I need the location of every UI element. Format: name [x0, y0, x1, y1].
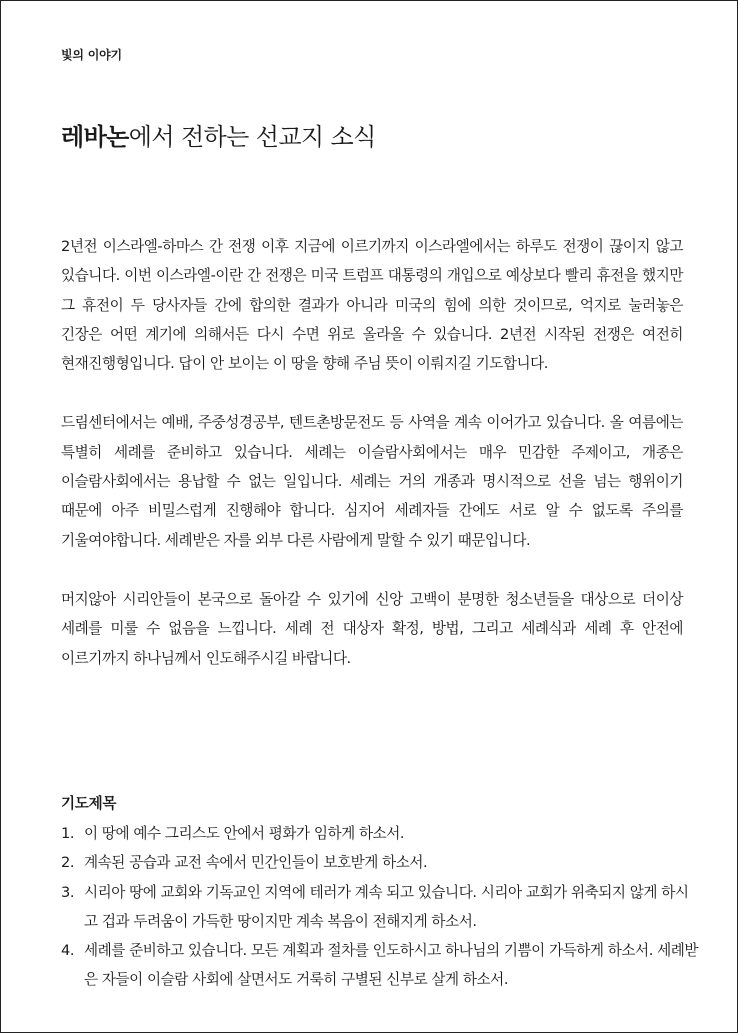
- paragraph-3: 머지않아 시리안들이 본국으로 돌아갈 수 있기에 신앙 고백이 분명한 청소년들을 대상으로 더이상 세례를 미룰 수 없음을 느낍니다. 세례 전 대상자 확정, 방법, 그리고 세례식과 세례 후 안전에 이르기까지 하나님께서 인도해주시길 바랍니다.: [61, 590, 683, 667]
- article-title: [61, 120, 376, 154]
- prayer-item-number: 2.: [61, 854, 75, 872]
- prayer-item-text: 시리아 땅에 교회와 기독교인 지역에 테러가 계속 되고 있습니다. 시리아 교회가 위축되지 않게 하시고 겁과 두려움이 가득한 땅이지만 계속 복음이 전해지게 하소서.: [84, 883, 689, 930]
- list-item: [61, 878, 701, 937]
- prayer-item-text: 이 땅에 예수 그리스도 안에서 평화가 임하게 하소서.: [84, 825, 405, 842]
- prayer-section: [61, 792, 701, 995]
- article-title-rest: 에서 전하는 선교지 소식: [128, 123, 376, 151]
- prayer-item-number: 1.: [61, 825, 75, 842]
- paragraph-2: 드림센터에서는 예배, 주중성경공부, 텐트촌방문전도 등 사역을 계속 이어가고 있습니다. 올 여름에는 특별히 세례를 준비하고 있습니다. 세례는 이슬람사회에서는 매우 민감한 주제이고, 개종은 이슬람사회에서는 용납할 수 없는 일입니다. 세례는 거의 개종과 명시적으로 선을 넘는 행위이기 때문에 아주 비밀스럽게 진행해야 합니다. 심지어 세례자들 간에도 서로 알 수 없도록 주의를 기울여야합니다. 세례받은 자를 외부 다른 사람에게 말할 수 있기 때문입니다.: [61, 414, 683, 549]
- prayer-heading: 기도제목: [61, 795, 117, 812]
- prayer-item-number: 3.: [61, 883, 75, 901]
- article-body: [61, 232, 683, 703]
- list-item: [61, 848, 701, 877]
- article-title-bold: 레바논: [61, 123, 129, 151]
- list-item: [61, 936, 701, 995]
- paragraph-1: 2년전 이스라엘-하마스 간 전쟁 이후 지금에 이르기까지 이스라엘에서는 하루도 전쟁이 끊이지 않고 있습니다. 이번 이스라엘-이란 간 전쟁은 미국 트럼프 대통령의 개입으로 예상보다 빨리 휴전을 했지만 그 휴전이 두 당사자들 간에 합의한 결과가 아니라 미국의 힘에 의한 것이므로, 억지로 눌러놓은 긴장은 어떤 계기에 의해서든 다시 수면 위로 올라올 수 있습니다. 2년전 시작된 전쟁은 여전히 현재진행형입니다. 답이 안 보이는 이 땅을 향해 주님 뜻이 이뤄지길 기도합니다.: [61, 238, 683, 373]
- prayer-item-text: 세례를 준비하고 있습니다. 모든 계획과 절차를 인도하시고 하나님의 기쁨이 가득하게 하소서. 세례받은 자들이 이슬람 사회에 살면서도 거룩히 구별된 신부로 살게 하소서.: [84, 942, 699, 989]
- section-label: 빛의 이야기: [61, 48, 122, 62]
- list-item: [61, 819, 701, 848]
- prayer-list: [61, 819, 701, 995]
- prayer-item-text: 계속된 공습과 교전 속에서 민간인들이 보호받게 하소서.: [84, 854, 428, 872]
- prayer-item-number: 4.: [61, 942, 75, 960]
